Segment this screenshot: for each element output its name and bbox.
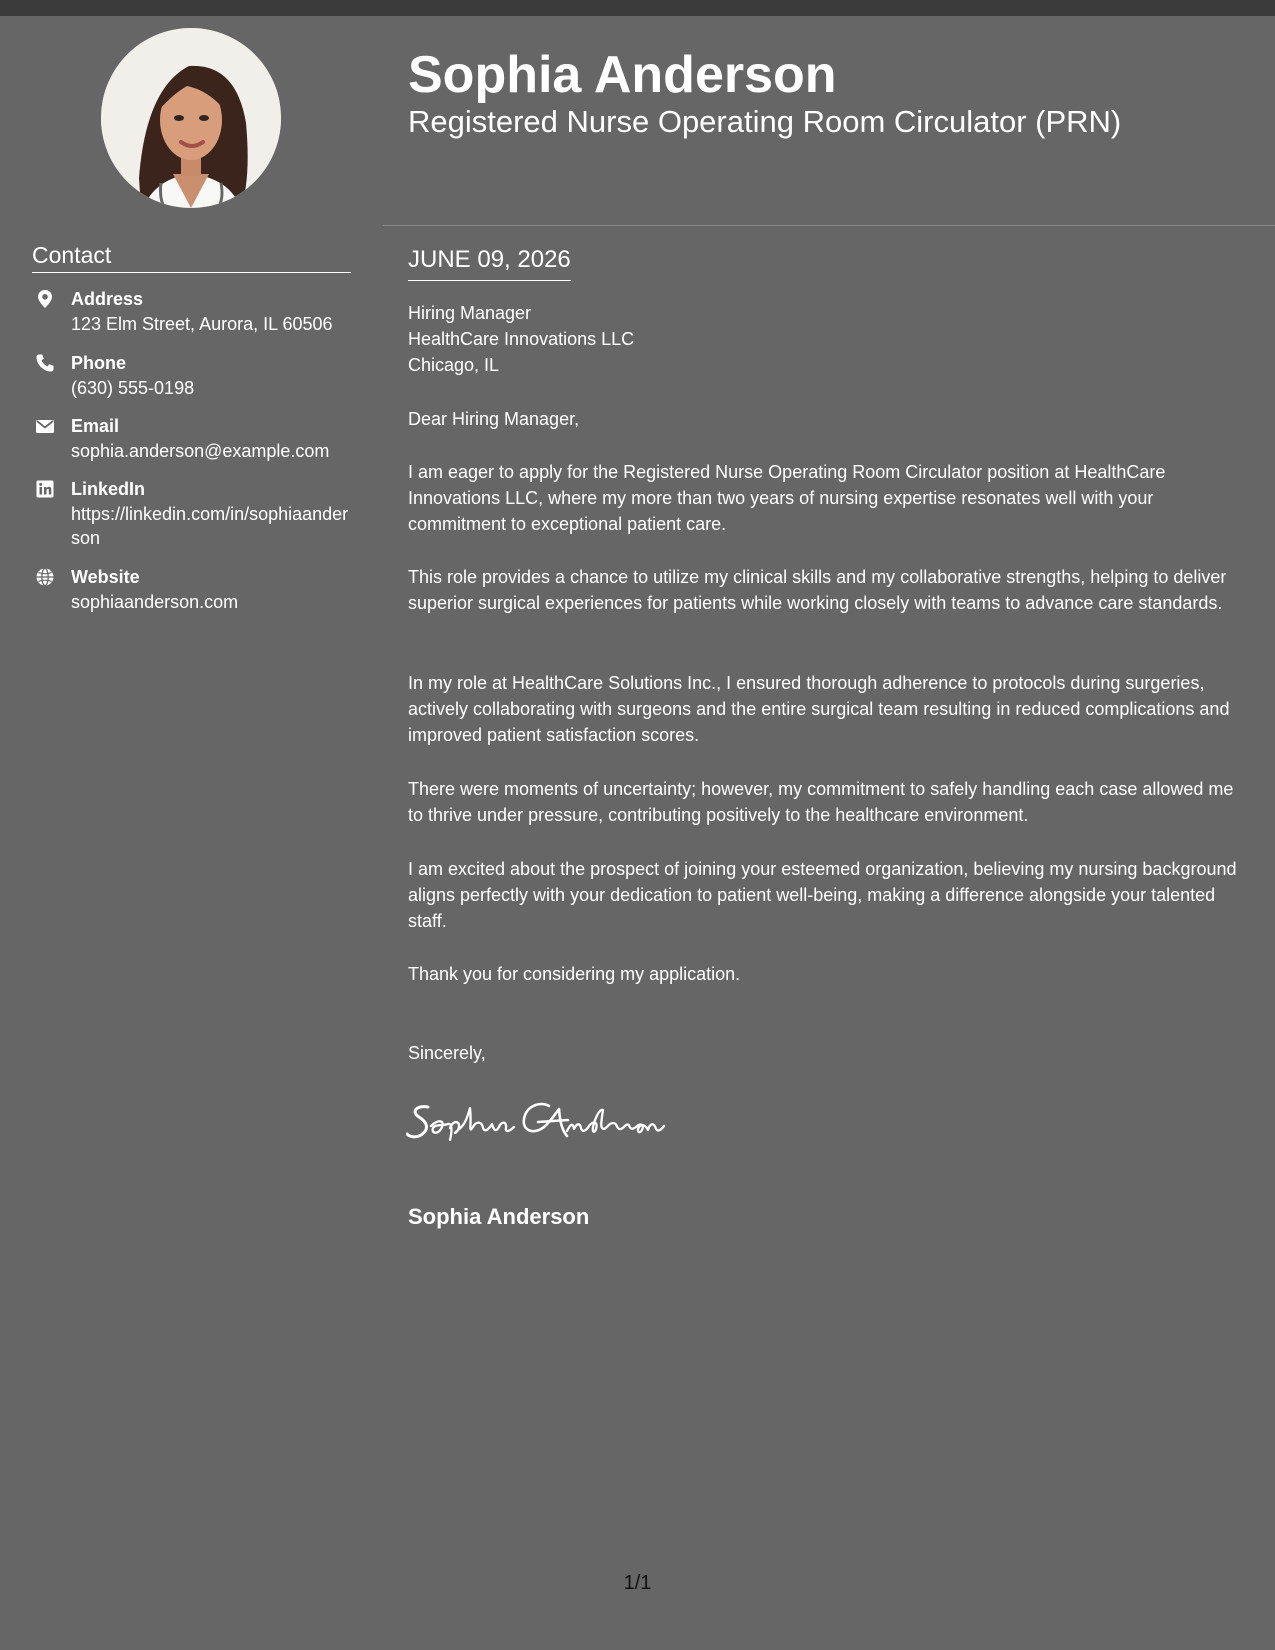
contact-phone-label: Phone <box>71 353 127 373</box>
contact-email-value: sophia.anderson@example.com <box>71 441 330 461</box>
linkedin-icon <box>35 479 55 499</box>
body-paragraph: This role provides a chance to utilize my clinical skills and my collaborative strengths, helping to deliver superior surgical experiences for patients while working closely with teams to advance care standards. <box>408 567 1227 613</box>
contact-website-label: Website <box>71 567 140 587</box>
salutation: Dear Hiring Manager, <box>408 409 580 429</box>
envelope-icon <box>35 416 55 436</box>
recipient-line: Chicago, IL <box>408 355 500 375</box>
contact-address-label: Address <box>71 289 144 309</box>
job-title: Registered Nurse Operating Room Circulator (PRN) <box>408 104 1122 139</box>
top-bar <box>0 0 1275 16</box>
map-pin-icon <box>35 289 55 309</box>
contact-linkedin-label: LinkedIn <box>71 479 146 499</box>
sidebar <box>0 16 383 1650</box>
phone-icon <box>35 353 55 373</box>
handwritten-signature <box>406 1098 676 1148</box>
body-paragraph: There were moments of uncertainty; however, my commitment to safely handling each case allowed me to thrive under pressure, contributing positively to the healthcare environment. <box>408 779 1234 825</box>
contact-email-label: Email <box>71 416 120 436</box>
avatar <box>101 28 281 208</box>
globe-icon <box>35 567 55 587</box>
letter-date: JUNE 09, 2026 <box>408 244 571 281</box>
contact-phone-value: (630) 555-0198 <box>71 378 195 398</box>
contact-website-value[interactable]: sophiaanderson.com <box>71 592 239 612</box>
recipient-line: Hiring Manager <box>408 303 532 323</box>
body-paragraph: I am excited about the prospect of joining your esteemed organization, believing my nursing background aligns perfectly with your dedication to patient well-being, making a difference alongside your talented staff. <box>408 859 1237 931</box>
contact-linkedin-value[interactable]: https://linkedin.com/in/sophiaanderson <box>71 504 349 548</box>
body-paragraph: I am eager to apply for the Registered Nurse Operating Room Circulator position at HealthCare Innovations LLC, where my more than two years of nursing expertise resonates well with your commitment to exceptional patient care. <box>408 462 1166 534</box>
closing: Sincerely, <box>408 1043 486 1063</box>
body-paragraph: Thank you for considering my application. <box>408 964 741 984</box>
cover-letter-page <box>0 16 1275 1650</box>
contact-address-value: 123 Elm Street, Aurora, IL 60506 <box>71 314 333 334</box>
portrait-photo <box>101 28 281 208</box>
body-paragraph: In my role at HealthCare Solutions Inc., I ensured thorough adherence to protocols during surgeries, actively collaborating with surgeons and the entire surgical team resulting in reduced complications and improved patient satisfaction scores. <box>408 673 1230 745</box>
signed-name: Sophia Anderson <box>408 1204 590 1229</box>
recipient-line: HealthCare Innovations LLC <box>408 329 635 349</box>
contact-title: Contact <box>32 240 351 273</box>
page-number: 1/1 <box>623 1572 652 1594</box>
applicant-name: Sophia Anderson <box>408 46 837 104</box>
header-divider <box>383 225 1275 226</box>
